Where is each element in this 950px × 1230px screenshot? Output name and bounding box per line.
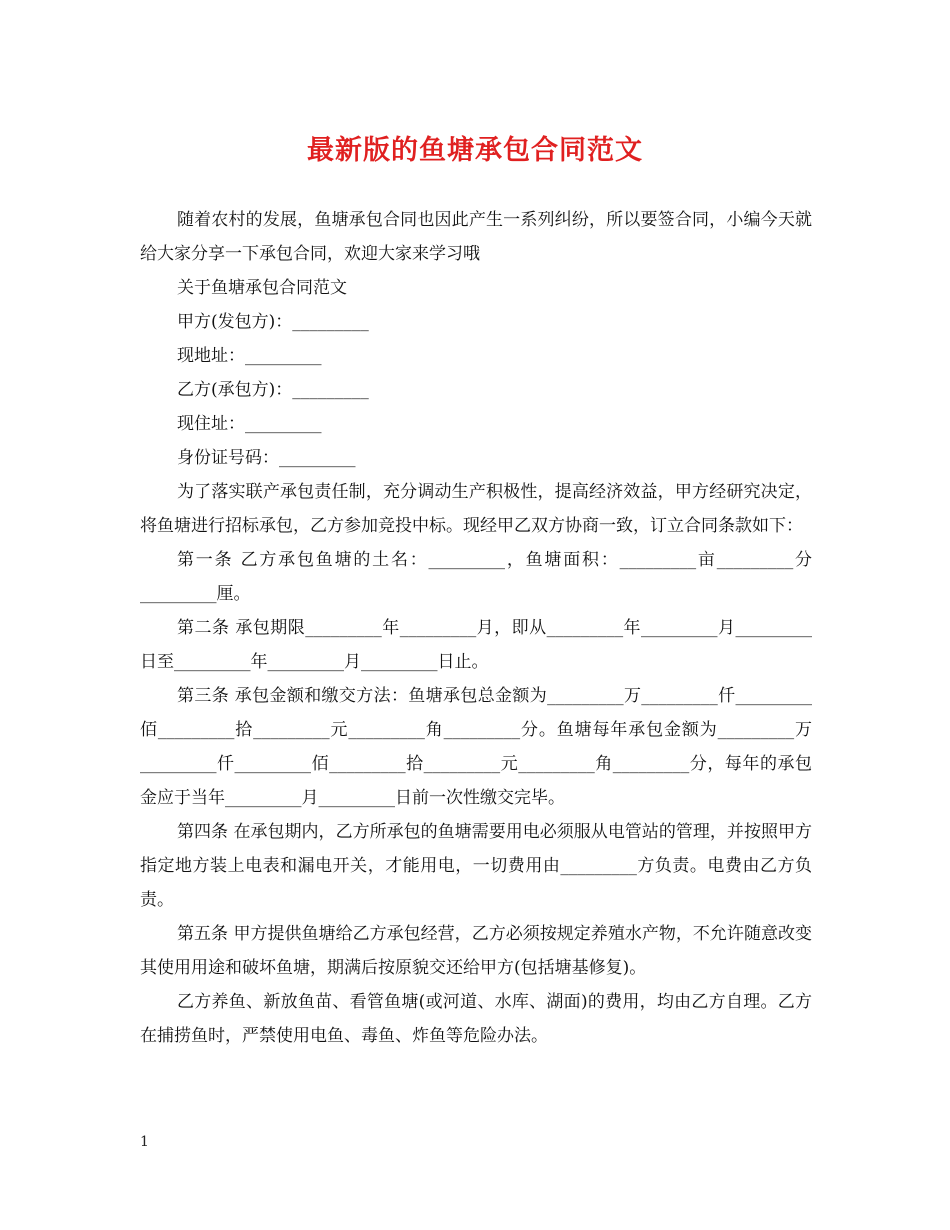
article-5-continued: 乙方养鱼、新放鱼苗、看管鱼塘(或河道、水库、湖面)的费用，均由乙方自理。乙方在捕捞鱼时，严禁使用电鱼、毒鱼、炸鱼等危险办法。: [140, 992, 812, 1046]
article-3: 第三条 承包金额和缴交方法：鱼塘承包总金额为_________万_________仟_________佰_________拾_________元_________角_________分。鱼塘每年承包金额为_________万_________仟_________佰_________拾_________元_________角_________分，每年的承包金应于当年_________月_________日前一次性缴交完毕。: [140, 686, 812, 808]
section-heading: 关于鱼塘承包合同范文: [177, 278, 347, 298]
intro-paragraph: 随着农村的发展，鱼塘承包合同也因此产生一系列纠纷，所以要签合同，小编今天就给大家分享一下承包合同，欢迎大家来学习哦: [140, 210, 812, 264]
document-body: [140, 203, 812, 1053]
page-number: 1: [140, 1134, 149, 1150]
article-5: 第五条 甲方提供鱼塘给乙方承包经营，乙方必须按规定养殖水产物，不允许随意改变其使用用途和破坏鱼塘，期满后按原貌交还给甲方(包括塘基修复)。: [140, 924, 812, 978]
party-b-field: 乙方(承包方)：_________: [177, 380, 369, 400]
party-b-address-field: 现住址：_________: [177, 414, 322, 434]
party-a-field: 甲方(发包方)：_________: [177, 312, 369, 332]
party-a-address-field: 现地址：_________: [177, 346, 322, 366]
document-title: 最新版的鱼塘承包合同范文: [307, 135, 643, 166]
article-1: 第一条 乙方承包鱼塘的土名：_________，鱼塘面积：_________亩_________分_________厘。: [140, 550, 812, 604]
preamble-paragraph: 为了落实联产承包责任制，充分调动生产积极性，提高经济效益，甲方经研究决定，将鱼塘进行招标承包，乙方参加竞投中标。现经甲乙双方协商一致，订立合同条款如下：: [140, 482, 812, 536]
article-4: 第四条 在承包期内，乙方所承包的鱼塘需要用电必须服从电管站的管理，并按照甲方指定地方装上电表和漏电开关，才能用电，一切费用由_________方负责。电费由乙方负责。: [140, 822, 812, 910]
article-2: 第二条 承包期限_________年_________月，即从_________年_________月_________日至_________年_________月_________日止。: [140, 618, 812, 672]
id-number-field: 身份证号码：_________: [177, 448, 356, 468]
